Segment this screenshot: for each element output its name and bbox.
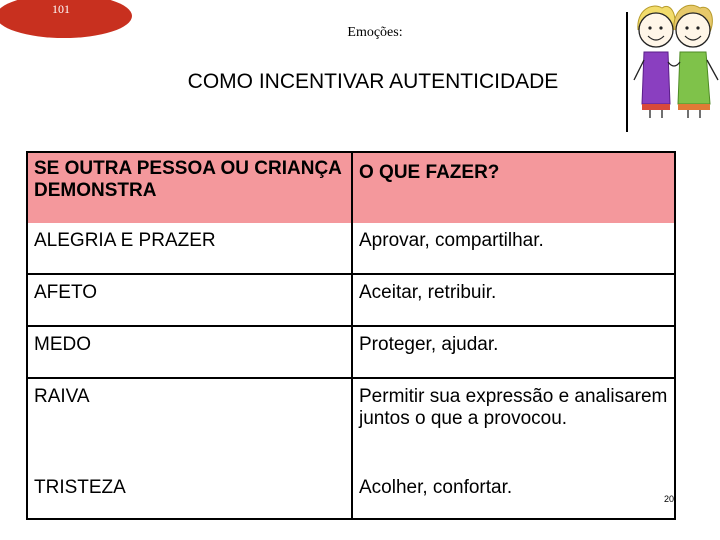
table-row	[27, 378, 675, 477]
page-number: 20	[664, 494, 675, 504]
page-title: COMO INCENTIVAR AUTENTICIDADE	[187, 70, 559, 93]
table-header-row	[27, 152, 675, 223]
table-row	[27, 223, 675, 274]
emotion-cell: TRISTEZA	[27, 477, 352, 519]
emotion-cell: ALEGRIA E PRAZER	[27, 223, 352, 274]
action-cell: Permitir sua expressão e analisarem juntos o que a provocou.	[352, 378, 675, 477]
table-row	[27, 326, 675, 378]
slide-number-label: 101	[52, 2, 70, 16]
two-children-drawing-icon	[630, 0, 720, 118]
action-cell: Aprovar, compartilhar.	[352, 223, 675, 274]
action-cell: Aceitar, retribuir.	[352, 274, 675, 326]
action-cell: Proteger, ajudar.	[352, 326, 675, 378]
emotion-cell: RAIVA	[27, 378, 352, 477]
divider-line	[626, 12, 628, 132]
table-row	[27, 477, 675, 519]
table-row	[27, 274, 675, 326]
slide-number-badge	[0, 0, 132, 38]
emotions-table	[26, 151, 676, 520]
column-header-action: O QUE FAZER?	[352, 152, 675, 223]
emotion-cell: AFETO	[27, 274, 352, 326]
section-subtitle: Emoções:	[347, 25, 403, 40]
action-cell: Acolher, confortar.	[352, 477, 675, 519]
emotion-cell: MEDO	[27, 326, 352, 378]
column-header-emotion: SE OUTRA PESSOA OU CRIANÇA DEMONSTRA	[27, 152, 352, 223]
